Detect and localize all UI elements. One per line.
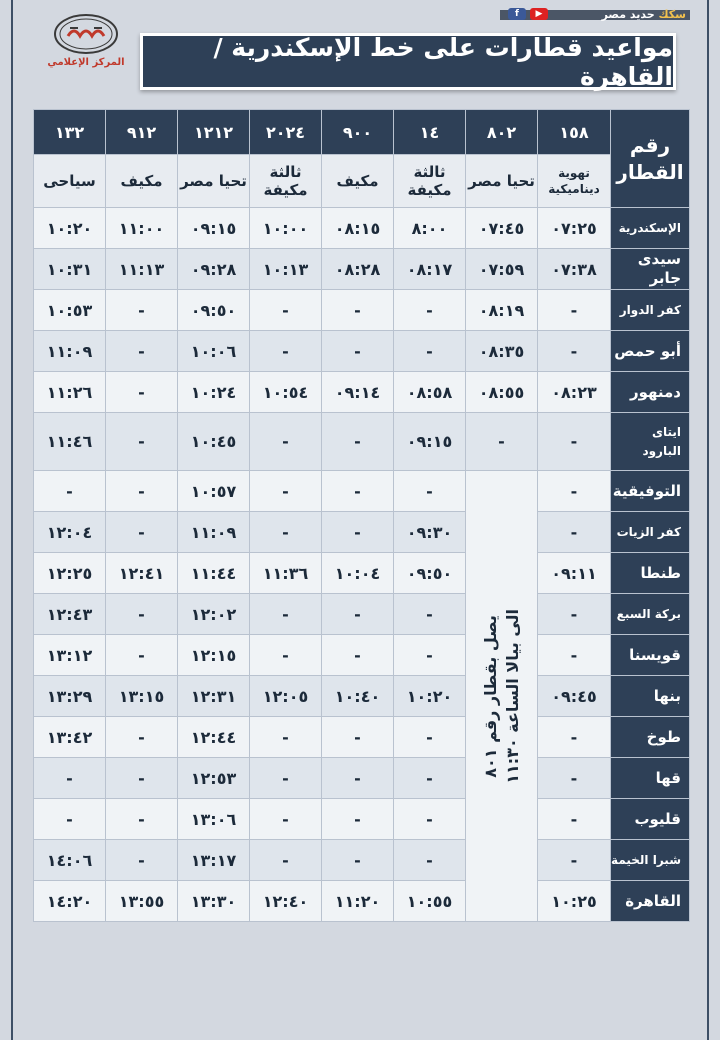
departure-time: - (250, 717, 322, 758)
departure-time: - (538, 799, 611, 840)
connection-note (466, 471, 538, 922)
train-number-row (34, 110, 690, 155)
departure-time: ٠٨:١٩ (466, 290, 538, 331)
table-row (34, 881, 690, 922)
station-name: قويسنا (611, 635, 690, 676)
departure-time: ٠٨:٥٥ (466, 372, 538, 413)
departure-time: ١٢:٠٤ (34, 512, 106, 553)
station-name: كفر الزيات (611, 512, 690, 553)
title-bar (140, 33, 676, 90)
departure-time: ٠٩:١٥ (178, 208, 250, 249)
departure-time: - (322, 717, 394, 758)
train-type: مكيف (322, 155, 394, 208)
station-name: قليوب (611, 799, 690, 840)
table-row (34, 290, 690, 331)
train-number: ٩٠٠ (322, 110, 394, 155)
departure-time: - (106, 290, 178, 331)
departure-time: - (538, 758, 611, 799)
departure-time: ١٢:٠٥ (250, 676, 322, 717)
departure-time: ١٠:٥٤ (250, 372, 322, 413)
youtube-icon[interactable]: ▶ (530, 8, 548, 20)
table-row (34, 594, 690, 635)
train-type: تهوية ديناميكية (538, 155, 611, 208)
departure-time: - (538, 594, 611, 635)
table-row (34, 331, 690, 372)
train-type-row (34, 155, 690, 208)
departure-time: - (538, 512, 611, 553)
departure-time: ٠٨:١٧ (394, 249, 466, 290)
departure-time: - (106, 758, 178, 799)
departure-time: ١٠:٠٠ (250, 208, 322, 249)
departure-time: ١٢:١٥ (178, 635, 250, 676)
departure-time: - (250, 471, 322, 512)
departure-time: ١٠:٥٥ (394, 881, 466, 922)
departure-time: - (106, 413, 178, 471)
departure-time: - (394, 840, 466, 881)
facebook-icon[interactable]: f (508, 8, 526, 20)
logo-emblem-icon (52, 12, 120, 56)
train-number-label: رقم القطار (611, 110, 690, 208)
departure-time: - (538, 635, 611, 676)
departure-time: ٠٧:٤٥ (466, 208, 538, 249)
station-name: قها (611, 758, 690, 799)
departure-time: - (466, 413, 538, 471)
departure-time: ١٠:٢٠ (394, 676, 466, 717)
departure-time: ٠٩:٢٨ (178, 249, 250, 290)
departure-time: ٠٩:٥٠ (394, 553, 466, 594)
departure-time: - (250, 840, 322, 881)
departure-time: ١٣:١٧ (178, 840, 250, 881)
departure-time: ١٠:٠٦ (178, 331, 250, 372)
departure-time: - (394, 717, 466, 758)
departure-time: - (250, 758, 322, 799)
schedule-table (33, 109, 690, 922)
departure-time: - (250, 594, 322, 635)
departure-time: ١٣:٣٠ (178, 881, 250, 922)
departure-time: ١٣:١٢ (34, 635, 106, 676)
departure-time: ٠٩:١٥ (394, 413, 466, 471)
train-type: تحيا مصر (178, 155, 250, 208)
departure-time: ١٠:٢٥ (538, 881, 611, 922)
frame-right-line (707, 0, 709, 1040)
departure-time: ١٢:٢٥ (34, 553, 106, 594)
station-name: كفر الدوار (611, 290, 690, 331)
departure-time: - (394, 594, 466, 635)
departure-time: ١٢:٠٢ (178, 594, 250, 635)
table-row (34, 799, 690, 840)
departure-time: - (34, 471, 106, 512)
train-number: ١٤ (394, 110, 466, 155)
departure-time: - (322, 331, 394, 372)
departure-time: ١٣:٥٥ (106, 881, 178, 922)
departure-time: - (250, 290, 322, 331)
departure-time: ٠٩:٤٥ (538, 676, 611, 717)
departure-time: - (322, 594, 394, 635)
departure-time: ٨:٠٠ (394, 208, 466, 249)
table-row (34, 717, 690, 758)
connection-note-line: يصل بقطار رقم ٨٠١ (480, 614, 500, 778)
departure-time: ١٠:٣١ (34, 249, 106, 290)
station-name: دمنهور (611, 372, 690, 413)
departure-time: - (106, 512, 178, 553)
frame-left-line (11, 0, 13, 1040)
departure-time: ٠٨:١٥ (322, 208, 394, 249)
departure-time: ٠٧:٥٩ (466, 249, 538, 290)
station-name: أبو حمص (611, 331, 690, 372)
departure-time: ١٣:٠٦ (178, 799, 250, 840)
departure-time: - (250, 635, 322, 676)
departure-time: - (322, 413, 394, 471)
table-row (34, 413, 690, 471)
departure-time: - (250, 512, 322, 553)
departure-time: ٠٧:٢٥ (538, 208, 611, 249)
train-type: ثالثة مكيفة (394, 155, 466, 208)
departure-time: ١١:٢٠ (322, 881, 394, 922)
departure-time: ١١:٤٦ (34, 413, 106, 471)
departure-time: - (322, 799, 394, 840)
departure-time: ١٣:٢٩ (34, 676, 106, 717)
departure-time: - (34, 758, 106, 799)
table-row (34, 471, 690, 512)
departure-time: - (106, 471, 178, 512)
departure-time: - (322, 635, 394, 676)
station-name: طوخ (611, 717, 690, 758)
departure-time: ١٤:٠٦ (34, 840, 106, 881)
page-title: مواعيد قطارات على خط الإسكندرية / القاهرة (213, 32, 673, 91)
departure-time: - (394, 290, 466, 331)
departure-time: - (106, 331, 178, 372)
departure-time: ١٠:٤٠ (322, 676, 394, 717)
station-name: ايتاى البارود (611, 413, 690, 471)
departure-time: ٠٨:٥٨ (394, 372, 466, 413)
connection-note-line: الى بيالا الساعة ١١:٣٠ (502, 608, 522, 784)
departure-time: - (322, 840, 394, 881)
station-name: القاهرة (611, 881, 690, 922)
departure-time: - (106, 840, 178, 881)
departure-time: - (34, 799, 106, 840)
table-row (34, 553, 690, 594)
table-row (34, 676, 690, 717)
departure-time: - (106, 717, 178, 758)
table-row (34, 208, 690, 249)
departure-time: ١١:٤٤ (178, 553, 250, 594)
departure-time: - (250, 799, 322, 840)
train-type: سياحى (34, 155, 106, 208)
train-number: ٩١٢ (106, 110, 178, 155)
departure-time: - (322, 758, 394, 799)
departure-time: ١٠:٤٥ (178, 413, 250, 471)
departure-time: ١٠:١٣ (250, 249, 322, 290)
departure-time: - (394, 799, 466, 840)
departure-time: ١٤:٢٠ (34, 881, 106, 922)
departure-time: ١٣:٤٢ (34, 717, 106, 758)
departure-time: - (106, 799, 178, 840)
table-row (34, 758, 690, 799)
station-name: الإسكندرية (611, 208, 690, 249)
departure-time: ٠٨:٣٥ (466, 331, 538, 372)
table-row (34, 249, 690, 290)
site-name (602, 8, 686, 22)
departure-time: ١١:٢٦ (34, 372, 106, 413)
departure-time: ٠٩:٣٠ (394, 512, 466, 553)
departure-time: - (322, 290, 394, 331)
departure-time: ١٢:٤٤ (178, 717, 250, 758)
departure-time: ١٠:٥٧ (178, 471, 250, 512)
departure-time: - (394, 758, 466, 799)
departure-time: ١٣:١٥ (106, 676, 178, 717)
departure-time: - (538, 717, 611, 758)
station-name: طنطا (611, 553, 690, 594)
connection-note-text (480, 609, 524, 784)
train-number: ٢٠٢٤ (250, 110, 322, 155)
departure-time: ٠٨:٢٨ (322, 249, 394, 290)
departure-time: ١١:١٣ (106, 249, 178, 290)
departure-time: - (538, 331, 611, 372)
schedule-body (34, 208, 690, 922)
train-number: ١٥٨ (538, 110, 611, 155)
departure-time: - (538, 471, 611, 512)
departure-time: ١١:٣٦ (250, 553, 322, 594)
train-number: ١٢١٢ (178, 110, 250, 155)
station-name: بنها (611, 676, 690, 717)
station-name: التوفيقية (611, 471, 690, 512)
departure-time: - (538, 413, 611, 471)
departure-time: - (106, 594, 178, 635)
train-type: مكيف (106, 155, 178, 208)
station-name: شبرا الخيمة (611, 840, 690, 881)
departure-time: ٠٧:٣٨ (538, 249, 611, 290)
departure-time: - (322, 512, 394, 553)
departure-time: ١١:٠٩ (178, 512, 250, 553)
departure-time: - (106, 372, 178, 413)
departure-time: - (394, 471, 466, 512)
departure-time: - (394, 331, 466, 372)
departure-time: - (106, 635, 178, 676)
departure-time: ١٢:٥٣ (178, 758, 250, 799)
departure-time: ١١:٠٠ (106, 208, 178, 249)
site-name-text: حديد مصر (601, 8, 655, 21)
train-number: ١٣٢ (34, 110, 106, 155)
departure-time: ١٠:٢٤ (178, 372, 250, 413)
train-number: ٨٠٢ (466, 110, 538, 155)
departure-time: ٠٩:١١ (538, 553, 611, 594)
departure-time: ١٠:٢٠ (34, 208, 106, 249)
table-row (34, 512, 690, 553)
departure-time: ١٢:٤٠ (250, 881, 322, 922)
departure-time: ٠٨:٢٣ (538, 372, 611, 413)
table-row (34, 635, 690, 676)
departure-time: ١٢:٣١ (178, 676, 250, 717)
departure-time: ١٢:٤٣ (34, 594, 106, 635)
station-name: بركة السبع (611, 594, 690, 635)
departure-time: ٠٩:١٤ (322, 372, 394, 413)
top-bar (500, 8, 690, 22)
departure-time: - (250, 331, 322, 372)
train-type: ثالثة مكيفة (250, 155, 322, 208)
departure-time: ١١:٠٩ (34, 331, 106, 372)
departure-time: - (394, 635, 466, 676)
table-row (34, 372, 690, 413)
logo-text: المركز الإعلامي (47, 57, 125, 68)
departure-time: ١٠:٥٣ (34, 290, 106, 331)
departure-time: ١٢:٤١ (106, 553, 178, 594)
departure-time: - (538, 290, 611, 331)
social-icons (508, 8, 548, 20)
site-name-prefix: سكك (658, 8, 686, 21)
table-row (34, 840, 690, 881)
departure-time: ١٠:٠٤ (322, 553, 394, 594)
logo (40, 12, 132, 74)
departure-time: - (250, 413, 322, 471)
departure-time: - (538, 840, 611, 881)
departure-time: ٠٩:٥٠ (178, 290, 250, 331)
station-name: سيدى جابر (611, 249, 690, 290)
train-type: تحيا مصر (466, 155, 538, 208)
departure-time: - (322, 471, 394, 512)
